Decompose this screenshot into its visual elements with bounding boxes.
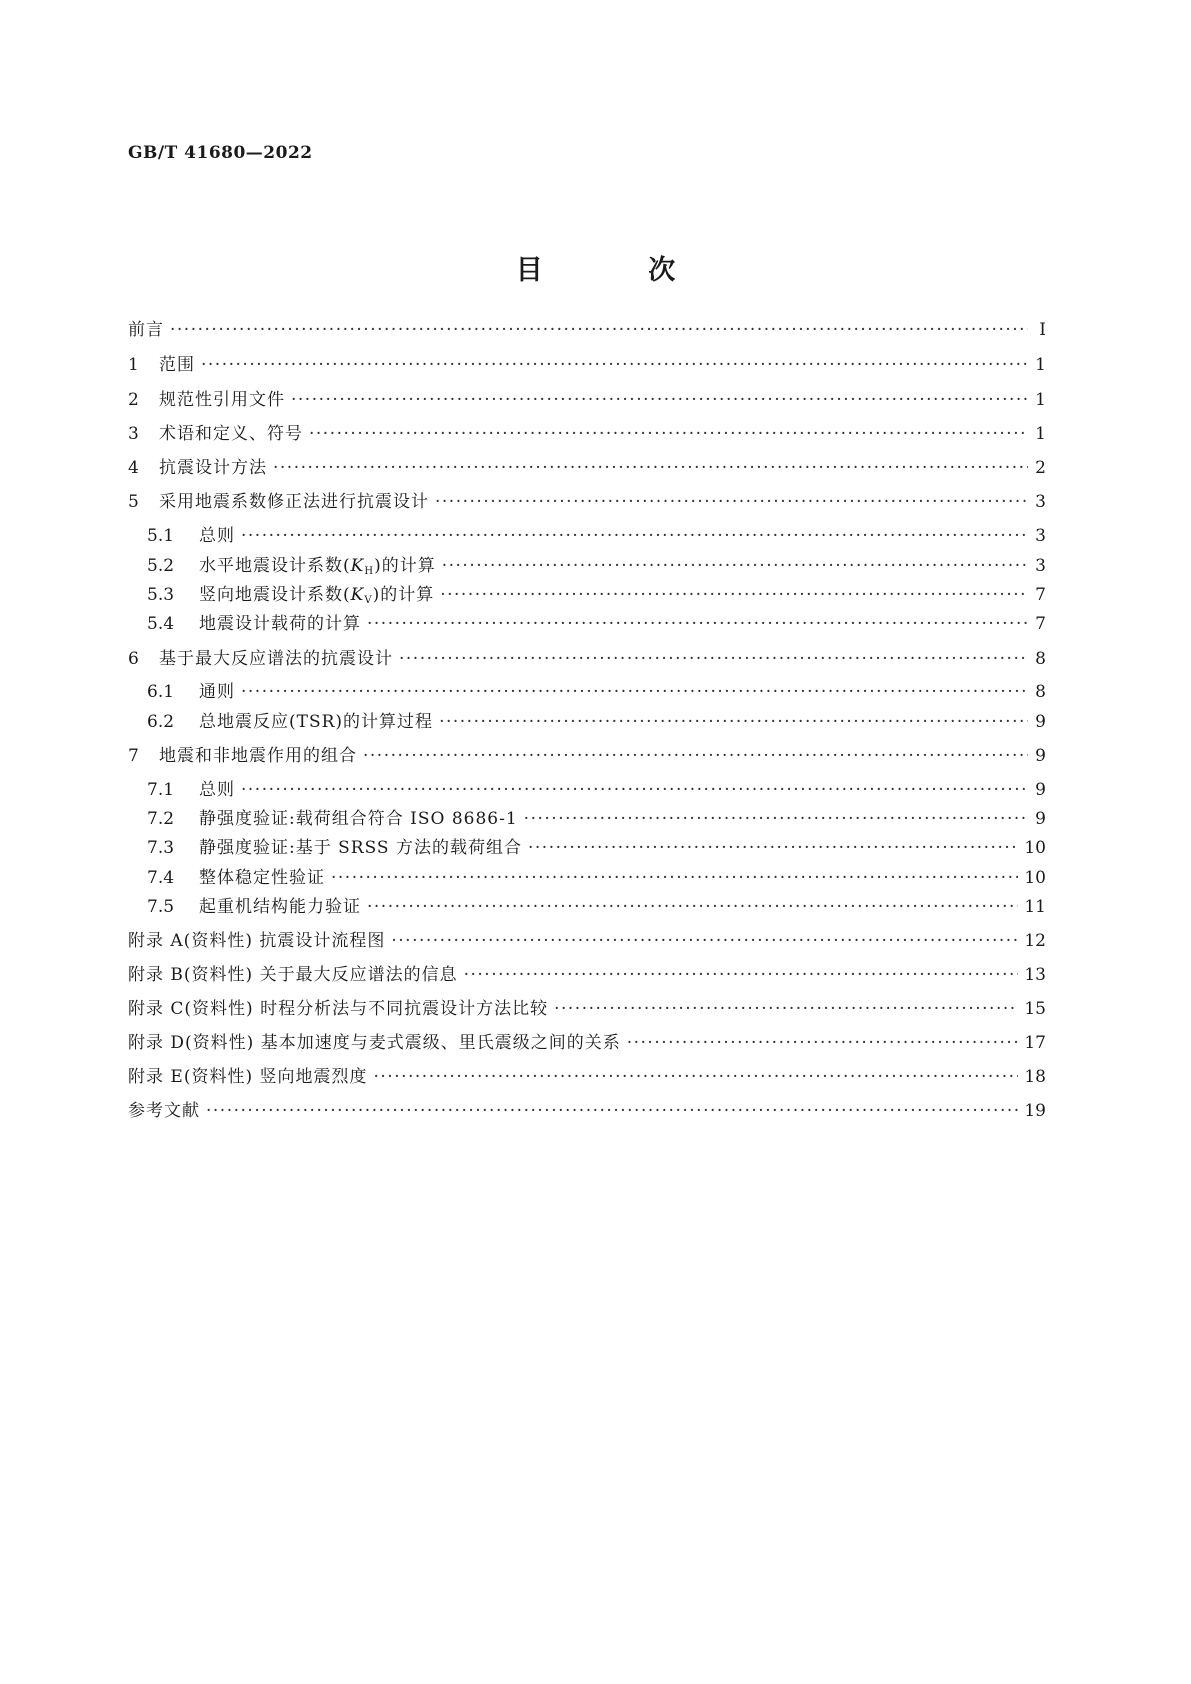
toc-number: 6.1 (147, 682, 175, 702)
toc-leader-dots (273, 455, 1028, 481)
toc-page-number: 2 (1035, 458, 1046, 478)
toc-page-number: 15 (1024, 999, 1046, 1019)
toc-page-number: 17 (1024, 1033, 1046, 1053)
toc-label: 附录 D(资料性) 基本加速度与麦式震级、里氏震级之间的关系 (128, 1033, 621, 1053)
toc-label: 抗震设计方法 (159, 458, 267, 478)
toc-page-number: 3 (1035, 492, 1046, 512)
toc-label: 总则 (199, 780, 235, 800)
toc-page-number: 9 (1035, 712, 1046, 732)
toc-leader-dots (373, 1064, 1018, 1090)
toc-label: 起重机结构能力验证 (199, 897, 361, 917)
toc-entry-1[interactable] (128, 352, 1046, 378)
toc-label: 地震设计载荷的计算 (199, 614, 361, 634)
toc-leader-dots (170, 317, 1028, 343)
toc-label (199, 582, 434, 614)
toc-number: 7.1 (147, 780, 175, 800)
toc-number: 7.3 (147, 838, 175, 858)
toc-label: 规范性引用文件 (159, 390, 285, 410)
toc-entry-4[interactable] (128, 455, 1046, 481)
toc-page-number: 8 (1035, 682, 1046, 702)
toc-entry-3[interactable] (128, 421, 1046, 447)
page-title: 目 次 (515, 255, 724, 286)
toc-page-number: 9 (1035, 746, 1046, 766)
toc-page-number: 10 (1024, 868, 1046, 888)
toc-leader-dots (367, 611, 1028, 637)
toc-leader-dots (241, 679, 1028, 705)
toc-page-number: 13 (1024, 965, 1046, 985)
toc-label (199, 553, 436, 585)
toc-entry-7-2[interactable] (147, 806, 1046, 832)
toc-leader-dots (331, 865, 1018, 891)
toc-entry-7[interactable] (128, 743, 1046, 769)
toc-number: 5 (128, 492, 139, 512)
toc-label: 术语和定义、符号 (159, 424, 303, 444)
toc-entry-appendix-d[interactable] (128, 1030, 1046, 1056)
toc-page-number: 9 (1035, 809, 1046, 829)
document-code: GB/T 41680—2022 (128, 143, 313, 163)
toc-leader-dots (391, 928, 1018, 954)
toc-page-number: Ⅰ (1039, 320, 1046, 340)
toc-number: 5.1 (147, 526, 175, 546)
toc-leader-dots (435, 489, 1028, 515)
toc-page-number: 8 (1035, 649, 1046, 669)
toc-leader-dots (201, 352, 1028, 378)
toc-label: 附录 B(资料性) 关于最大反应谱法的信息 (128, 965, 458, 985)
toc-leader-dots (442, 553, 1028, 579)
toc-entry-appendix-e[interactable] (128, 1064, 1046, 1090)
toc-page-number: 12 (1024, 931, 1046, 951)
toc-label: 总地震反应(TSR)的计算过程 (199, 712, 434, 732)
toc-number: 5.2 (147, 556, 175, 576)
toc-page-number: 9 (1035, 780, 1046, 800)
toc-label-part: )的计算 (374, 556, 436, 576)
toc-entry-appendix-a[interactable] (128, 928, 1046, 954)
toc-leader-dots (367, 894, 1018, 920)
toc-label: 静强度验证:载荷组合符合 ISO 8686-1 (199, 809, 518, 829)
toc-entry-6-1[interactable] (147, 679, 1046, 705)
toc-leader-dots (627, 1030, 1019, 1056)
toc-label-part: 竖向地震设计系数( (199, 585, 351, 605)
toc-label: 前言 (128, 320, 164, 340)
toc-entry-5-2[interactable] (147, 553, 1046, 579)
toc-leader-dots (241, 777, 1028, 803)
toc-leader-dots (363, 743, 1028, 769)
toc-label: 采用地震系数修正法进行抗震设计 (159, 492, 429, 512)
toc-label-part: )的计算 (372, 585, 435, 605)
toc-entry-foreword[interactable] (128, 317, 1046, 343)
toc-entry-5-3[interactable] (147, 582, 1046, 608)
toc-entry-7-4[interactable] (147, 865, 1046, 891)
toc-page-number: 1 (1035, 424, 1046, 444)
toc-entry-6[interactable] (128, 646, 1046, 672)
coefficient-subscript: V (364, 595, 373, 606)
toc-label: 附录 C(资料性) 时程分析法与不同抗震设计方法比较 (128, 999, 549, 1019)
toc-number: 5.4 (147, 614, 175, 634)
toc-number: 7 (128, 746, 139, 766)
toc-entry-7-5[interactable] (147, 894, 1046, 920)
toc-label: 范围 (159, 355, 195, 375)
toc-label: 总则 (199, 526, 235, 546)
toc-number: 7.5 (147, 897, 175, 917)
toc-label: 静强度验证:基于 SRSS 方法的载荷组合 (199, 838, 522, 858)
toc-entry-5-1[interactable] (147, 523, 1046, 549)
toc-label: 基于最大反应谱法的抗震设计 (159, 649, 393, 669)
toc-number: 6.2 (147, 712, 175, 732)
toc-leader-dots (439, 709, 1028, 735)
toc-number: 2 (128, 390, 139, 410)
toc-label: 附录 A(资料性) 抗震设计流程图 (128, 931, 386, 951)
toc-page-number: 19 (1024, 1101, 1046, 1121)
toc-page-number: 1 (1035, 390, 1046, 410)
toc-page-number: 3 (1035, 526, 1046, 546)
toc-page-number: 1 (1035, 355, 1046, 375)
toc-page-number: 10 (1024, 838, 1046, 858)
toc-number: 7.4 (147, 868, 175, 888)
toc-entry-7-3[interactable] (147, 835, 1046, 861)
toc-leader-dots (464, 962, 1019, 988)
toc-label: 参考文献 (128, 1101, 200, 1121)
toc-page-number: 3 (1035, 556, 1046, 576)
coefficient-symbol: K (350, 556, 365, 576)
toc-leader-dots (206, 1098, 1018, 1124)
toc-label-part: 水平地震设计系数( (199, 556, 351, 576)
toc-leader-dots (309, 421, 1028, 447)
table-of-contents (128, 0, 1046, 1684)
toc-label: 通则 (199, 682, 235, 702)
toc-entry-appendix-b[interactable] (128, 962, 1046, 988)
toc-leader-dots (291, 387, 1028, 413)
toc-leader-dots (440, 582, 1028, 608)
toc-leader-dots (528, 835, 1018, 861)
toc-page-number: 11 (1024, 897, 1046, 917)
toc-entry-appendix-c[interactable] (128, 996, 1046, 1022)
toc-label: 附录 E(资料性) 竖向地震烈度 (128, 1067, 368, 1087)
toc-leader-dots (241, 523, 1028, 549)
toc-number: 4 (128, 458, 139, 478)
toc-label: 整体稳定性验证 (199, 868, 325, 888)
toc-leader-dots (554, 996, 1018, 1022)
toc-entry-6-2[interactable] (147, 709, 1046, 735)
toc-page-number: 7 (1035, 614, 1046, 634)
toc-label: 地震和非地震作用的组合 (159, 746, 357, 766)
coefficient-symbol: K (350, 585, 365, 605)
toc-entry-7-1[interactable] (147, 777, 1046, 803)
toc-number: 7.2 (147, 809, 175, 829)
toc-leader-dots (399, 646, 1028, 672)
toc-page-number: 7 (1035, 585, 1046, 605)
toc-entry-5[interactable] (128, 489, 1046, 515)
toc-entry-2[interactable] (128, 387, 1046, 413)
toc-number: 3 (128, 424, 139, 444)
toc-entry-5-4[interactable] (147, 611, 1046, 637)
toc-number: 6 (128, 649, 139, 669)
toc-leader-dots (524, 806, 1028, 832)
toc-number: 1 (128, 355, 139, 375)
coefficient-subscript: H (364, 566, 375, 577)
toc-entry-references[interactable] (128, 1098, 1046, 1124)
toc-number: 5.3 (147, 585, 175, 605)
toc-page-number: 18 (1024, 1067, 1046, 1087)
